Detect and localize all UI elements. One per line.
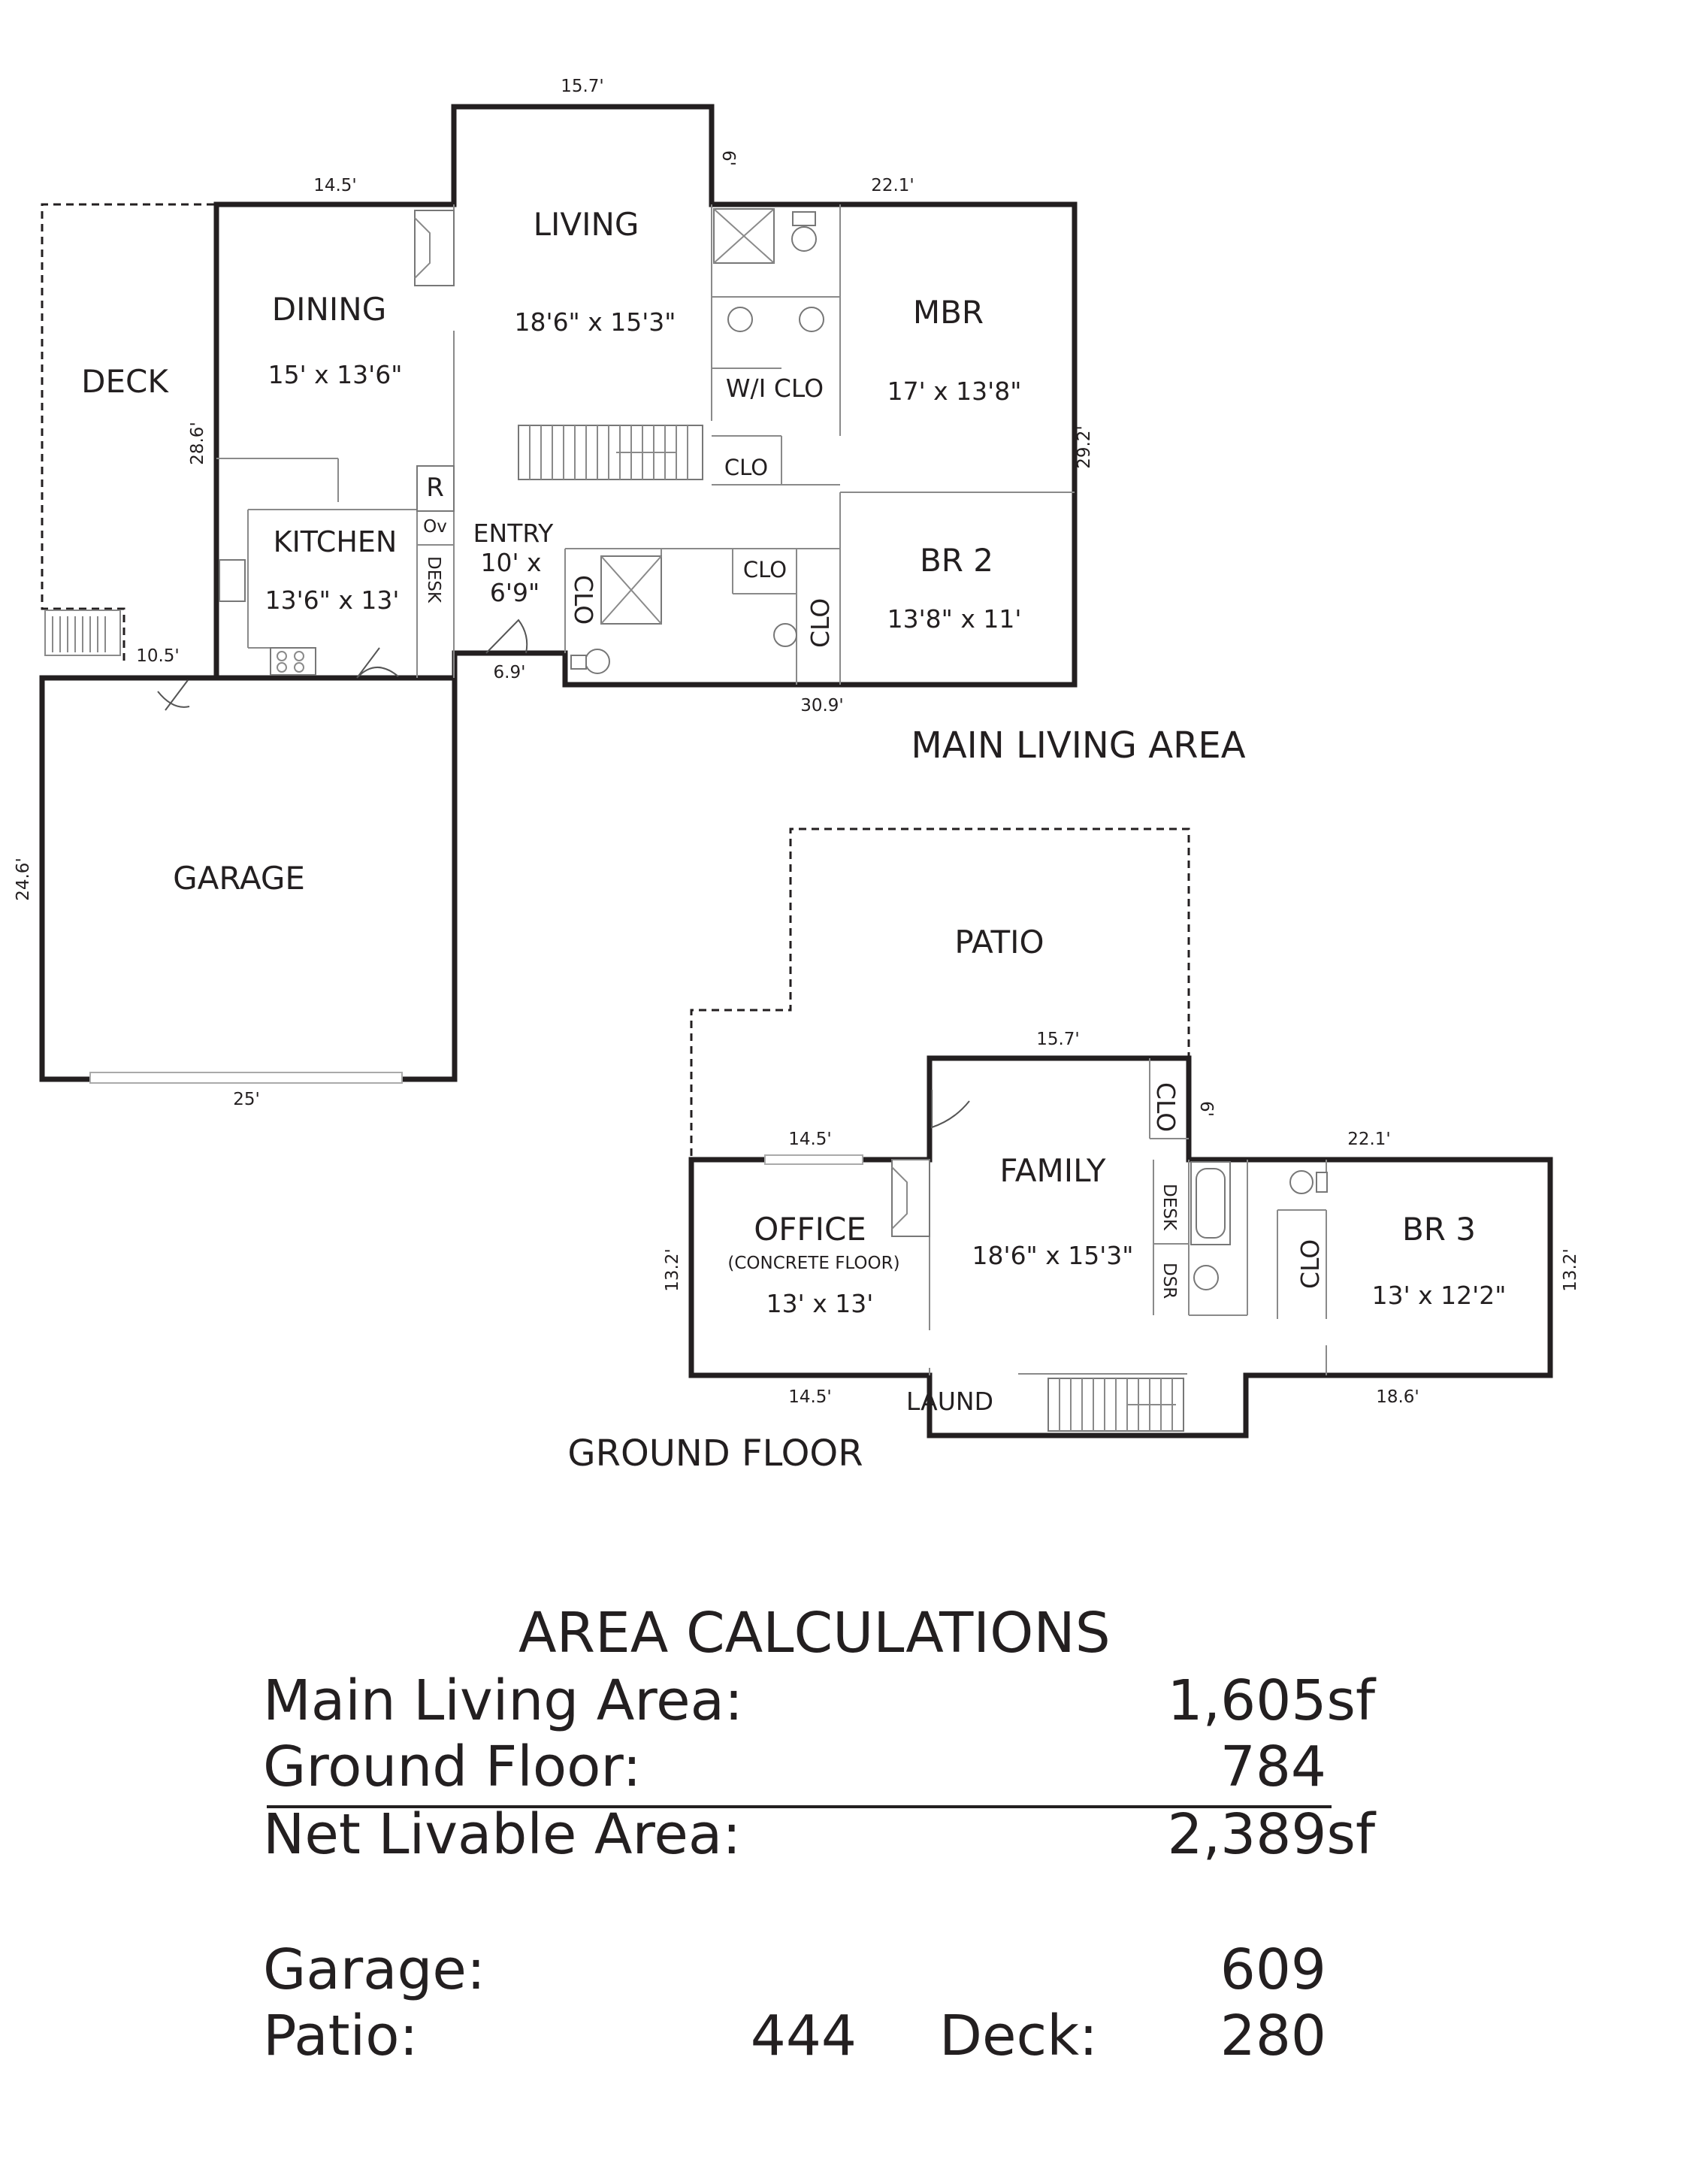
dim-ground-top-family: 15.7' xyxy=(1036,1030,1080,1049)
dim-ground-left-side: 13.2' xyxy=(663,1248,682,1292)
br3-label: BR 3 xyxy=(1401,1211,1477,1248)
ground-interior-walls xyxy=(930,1058,1326,1375)
main-living-area-label: Main Living Area: xyxy=(263,1668,743,1733)
garage-area-value: 609 xyxy=(1220,1938,1326,2002)
entry-size-line1: 10' x xyxy=(480,548,542,577)
oven-label: Ov xyxy=(423,517,447,537)
entry-size-line2: 6'9" xyxy=(489,578,540,607)
area-calculations-heading: AREA CALCULATIONS xyxy=(518,1601,1111,1665)
ground-floor-area-value: 784 xyxy=(1220,1735,1326,1799)
dim-top-living: 15.7' xyxy=(561,77,604,96)
patio-outline xyxy=(691,829,1189,1156)
dim-ground-right-side: 13.2' xyxy=(1561,1248,1580,1292)
dim-ground-bottom-right: 18.6' xyxy=(1376,1387,1419,1407)
office-size: 13' x 13' xyxy=(766,1289,874,1318)
dim-right-side: 29.2' xyxy=(1075,425,1094,469)
deck-stairs xyxy=(45,610,120,655)
area-row-net-livable xyxy=(263,1802,1435,1870)
ground-floor-title: GROUND FLOOR xyxy=(567,1432,863,1475)
kitchen-label: KITCHEN xyxy=(273,525,398,558)
garage-area-label: Garage: xyxy=(263,1938,485,2002)
dim-bottom: 30.9' xyxy=(800,696,844,715)
ground-fireplace xyxy=(892,1160,930,1236)
family-size: 18'6" x 15'3" xyxy=(972,1241,1134,1270)
deck-area-value: 280 xyxy=(1220,2004,1326,2068)
br3-size: 13' x 12'2" xyxy=(1371,1281,1507,1310)
br2-label: BR 2 xyxy=(919,542,994,579)
dining-label: DINING xyxy=(271,291,387,328)
fireplace xyxy=(415,210,454,286)
dim-ground-top-right: 22.1' xyxy=(1347,1130,1391,1149)
net-livable-area-label: Net Livable Area: xyxy=(263,1802,742,1867)
area-row-ground-floor xyxy=(263,1735,1435,1802)
dim-living-bump: 6' xyxy=(718,150,738,166)
main-floor-plan xyxy=(14,77,1246,1109)
net-livable-area-value: 2,389sf xyxy=(1167,1802,1375,1867)
kitchen-size: 13'6" x 13' xyxy=(265,585,400,615)
patio-area-label: Patio: xyxy=(263,2004,419,2068)
dim-top-left: 14.5' xyxy=(313,176,357,195)
br2-closet-label: CLO xyxy=(806,597,835,648)
dim-entry-notch: 6.9' xyxy=(493,663,526,682)
office-label: OFFICE xyxy=(754,1211,866,1248)
mbr-label: MBR xyxy=(912,294,984,331)
hall-closet-label: CLO xyxy=(742,557,787,582)
dresser-label: DSR xyxy=(1159,1263,1179,1299)
entry-label: ENTRY xyxy=(473,519,554,548)
kitchen-fixtures xyxy=(219,466,454,675)
master-bath-fixtures xyxy=(714,209,824,331)
dim-garage-side: 24.6' xyxy=(14,858,33,901)
dim-left-side: 28.6' xyxy=(188,422,207,465)
patio-label: PATIO xyxy=(954,924,1044,960)
laundry-label: LAUND xyxy=(906,1387,993,1416)
family-label: FAMILY xyxy=(999,1152,1106,1189)
dim-garage-bottom: 25' xyxy=(233,1090,260,1109)
family-door-swing xyxy=(932,1090,969,1127)
living-label: LIVING xyxy=(533,206,639,243)
walk-in-closet-label: W/I CLO xyxy=(725,374,824,403)
dim-ground-family-bump: 6' xyxy=(1196,1101,1216,1117)
office-note: (CONCRETE FLOOR) xyxy=(727,1254,900,1273)
main-stairs xyxy=(518,425,703,479)
garage-door xyxy=(90,1072,402,1083)
ground-floor-area-label: Ground Floor: xyxy=(263,1735,642,1799)
area-row-main-living xyxy=(263,1668,1435,1736)
mbr-size: 17' x 13'8" xyxy=(887,377,1022,406)
entry-door-swing xyxy=(486,620,527,653)
main-living-area-value: 1,605sf xyxy=(1167,1668,1375,1733)
refrigerator-label: R xyxy=(426,473,444,503)
br3-closet-label: CLO xyxy=(1295,1239,1325,1289)
deck-area-label: Deck: xyxy=(939,2004,1098,2068)
living-size: 18'6" x 15'3" xyxy=(514,307,676,337)
dim-ground-bottom-left: 14.5' xyxy=(788,1387,832,1407)
main-floor-title: MAIN LIVING AREA xyxy=(911,725,1246,767)
closet-upper-label: CLO xyxy=(724,455,769,480)
ground-floor-plan xyxy=(567,829,1580,1475)
dim-garage-top: 10.5' xyxy=(136,646,180,666)
area-row-garage xyxy=(263,1938,1435,2005)
family-closet-label: CLO xyxy=(1151,1082,1180,1133)
garage-label: GARAGE xyxy=(173,860,305,897)
dining-size: 15' x 13'6" xyxy=(268,360,403,389)
area-row-patio-deck xyxy=(263,2004,1435,2071)
ground-desk-label: DESK xyxy=(1159,1184,1179,1230)
ground-stairs xyxy=(1048,1378,1184,1431)
patio-area-value: 444 xyxy=(750,2004,857,2068)
dim-ground-top-left: 14.5' xyxy=(788,1130,832,1149)
entry-closet-label: CLO xyxy=(569,575,598,625)
deck-label: DECK xyxy=(81,363,168,400)
dim-top-right: 22.1' xyxy=(871,176,914,195)
garage-door-swing xyxy=(158,680,189,710)
br2-size: 13'8" x 11' xyxy=(887,604,1022,634)
kitchen-door-swing xyxy=(357,648,398,678)
kitchen-desk-label: DESK xyxy=(424,556,443,603)
